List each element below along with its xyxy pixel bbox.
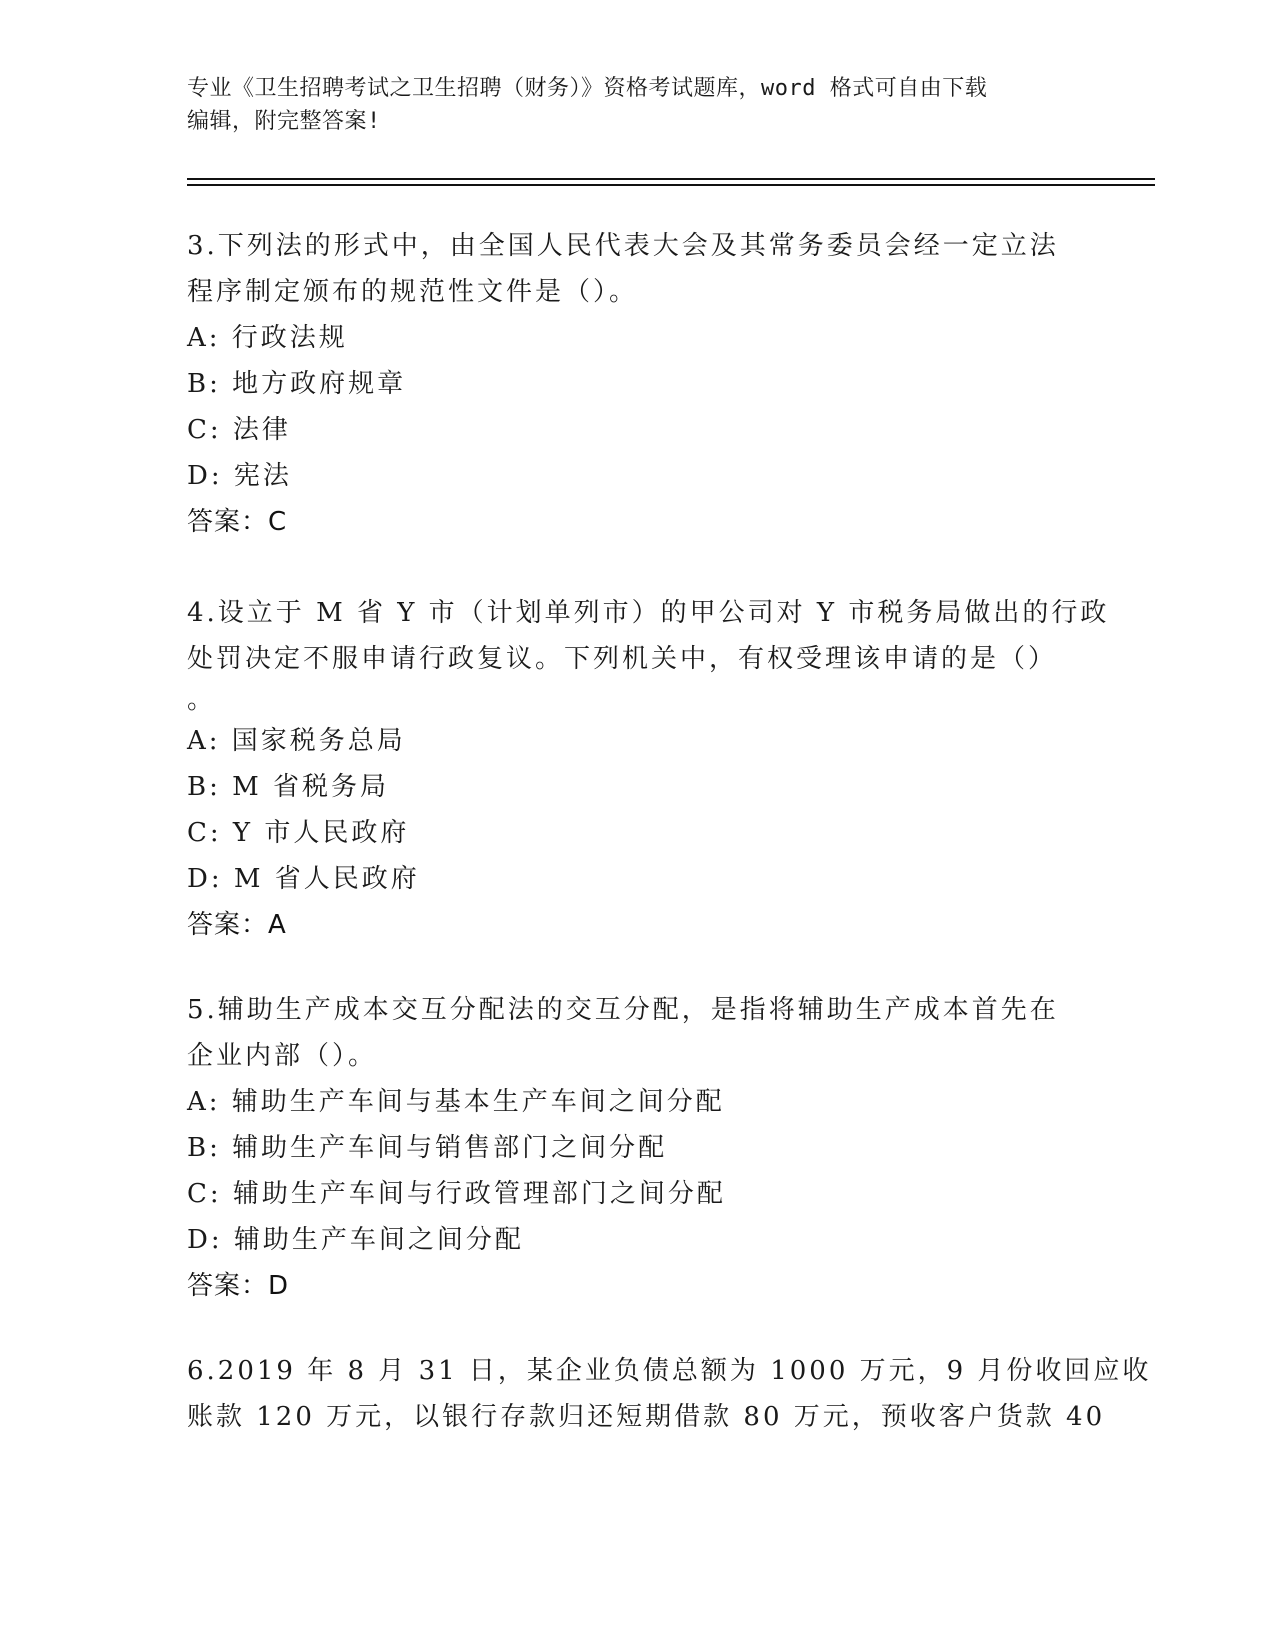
answer-label: 答案：C: [187, 507, 288, 537]
option-b: B: 辅助生产车间与销售部门之间分配: [187, 1133, 668, 1163]
question-text-line: 6.2019 年 8 月 31 日，某企业负债总额为 1000 万元，9 月份收回应收: [187, 1356, 1152, 1386]
header-line-2: 编辑，附完整答案!: [187, 109, 381, 134]
document-header: [187, 72, 1087, 138]
question-text-line: 程序制定颁布的规范性文件是（）。: [187, 277, 639, 307]
option-b: B: M 省税务局: [187, 772, 390, 802]
answer-label: 答案：A: [187, 910, 287, 940]
header-line-1: 专业《卫生招聘考试之卫生招聘（财务）》资格考试题库，word 格式可自由下载: [187, 76, 988, 101]
header-divider-top: [187, 178, 1155, 180]
question-text-line: 4.设立于 M 省 Y 市（计划单列市）的甲公司对 Y 市税务局做出的行政: [187, 598, 1110, 628]
header-divider-bottom: [187, 184, 1155, 186]
question-6: [187, 1348, 1152, 1440]
question-text-line: 5.辅助生产成本交互分配法的交互分配，是指将辅助生产成本首先在: [187, 995, 1059, 1025]
question-text-line: 处罚决定不服申请行政复议。下列机关中，有权受理该申请的是（）: [187, 644, 1058, 674]
option-d: D: 辅助生产车间之间分配: [187, 1225, 524, 1255]
question-4: [187, 590, 1110, 948]
option-b: B: 地方政府规章: [187, 369, 407, 399]
question-text-line: 账款 120 万元，以银行存款归还短期借款 80 万元，预收客户货款 40: [187, 1402, 1106, 1432]
question-3: [187, 223, 1067, 545]
question-trailing-punctuation: 。: [187, 685, 214, 715]
option-a: A: 辅助生产车间与基本生产车间之间分配: [187, 1087, 725, 1117]
option-c: C: 法律: [187, 415, 291, 445]
option-d: D: M 省人民政府: [187, 864, 420, 894]
option-a: A: 国家税务总局: [187, 726, 406, 756]
question-5: [187, 987, 1067, 1309]
option-c: C: Y 市人民政府: [187, 818, 410, 848]
question-text-line: 3.下列法的形式中，由全国人民代表大会及其常务委员会经一定立法: [187, 231, 1059, 261]
option-c: C: 辅助生产车间与行政管理部门之间分配: [187, 1179, 726, 1209]
option-d: D: 宪法: [187, 461, 292, 491]
question-text-line: 企业内部（）。: [187, 1041, 378, 1071]
answer-label: 答案：D: [187, 1271, 290, 1301]
option-a: A: 行政法规: [187, 323, 348, 353]
